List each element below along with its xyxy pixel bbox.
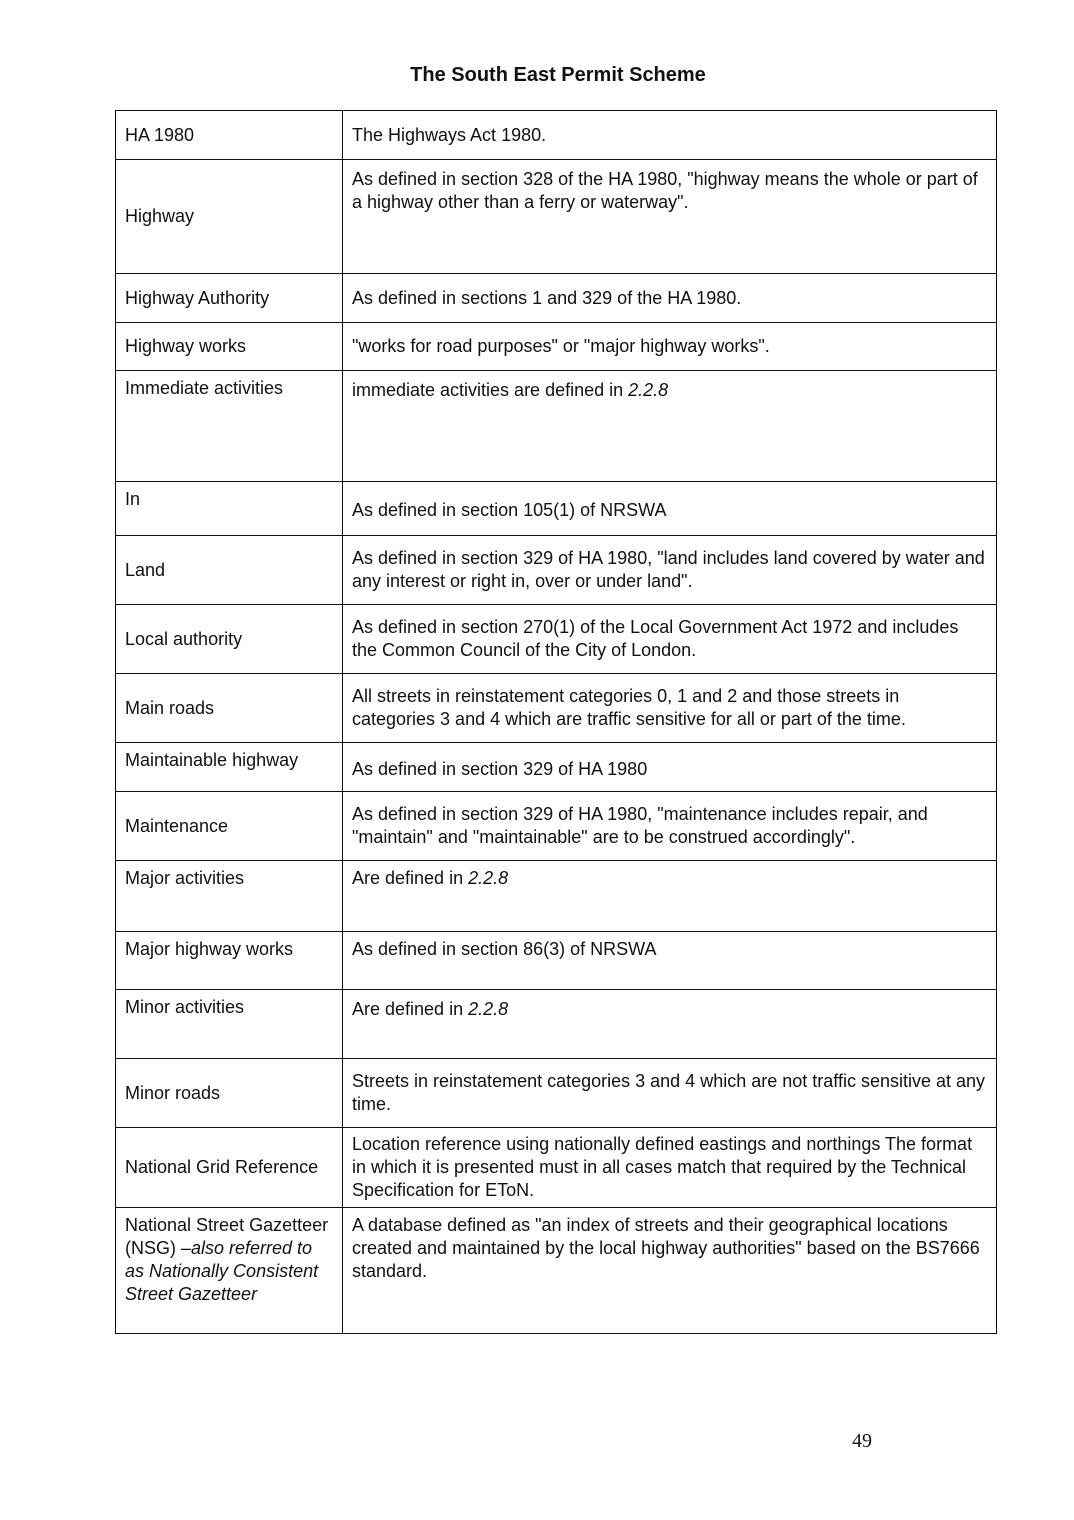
term-cell: Major highway works: [116, 932, 343, 990]
page-number: 49: [852, 1430, 872, 1452]
term-cell: Main roads: [116, 674, 343, 743]
term-text: National Street Gazetteer (NSG): [125, 1215, 329, 1258]
table-row: [116, 1208, 997, 1334]
term-note: –also referred to as Nationally Consistent Street Gazetteer: [125, 1238, 319, 1304]
term-cell: [116, 1208, 343, 1334]
term-cell: Maintenance: [116, 792, 343, 861]
term-cell: Minor roads: [116, 1059, 343, 1128]
definition-cell: All streets in reinstatement categories 0, 1 and 2 and those streets in categories 3 and 4 which are traffic sensitive for all or part of the time.: [343, 674, 997, 743]
table-row: [116, 111, 997, 160]
table-row: [116, 743, 997, 792]
definition-cell: A database defined as "an index of streets and their geographical locations created and maintained by the local highway authorities" based on the BS7666 standard.: [343, 1208, 997, 1334]
definition-cell: As defined in sections 1 and 329 of the HA 1980.: [343, 274, 997, 323]
definition-cell: As defined in section 270(1) of the Local Government Act 1972 and includes the Common Council of the City of London.: [343, 605, 997, 674]
term-cell: Major activities: [116, 861, 343, 932]
term-cell: Highway Authority: [116, 274, 343, 323]
definition-cell: As defined in section 86(3) of NRSWA: [343, 932, 997, 990]
term-cell: Highway works: [116, 323, 343, 371]
definition-cell: As defined in section 105(1) of NRSWA: [343, 482, 997, 536]
table-row: [116, 160, 997, 274]
table-row: [116, 482, 997, 536]
table-row: [116, 274, 997, 323]
definition-cell: [343, 371, 997, 482]
definition-text: immediate activities are defined in: [352, 380, 629, 400]
term-cell: Maintainable highway: [116, 743, 343, 792]
table-row: [116, 674, 997, 743]
page-title: The South East Permit Scheme: [410, 64, 706, 86]
definition-cell: As defined in section 328 of the HA 1980, "highway means the whole or part of a highway other than a ferry or waterway".: [343, 160, 997, 274]
definition-cell: As defined in section 329 of HA 1980, "land includes land covered by water and any interest or right in, over or under land".: [343, 536, 997, 605]
definitions-table: [115, 110, 997, 1334]
term-cell: Minor activities: [116, 990, 343, 1059]
definition-cell: "works for road purposes" or "major highway works".: [343, 323, 997, 371]
definition-cell: The Highways Act 1980.: [343, 111, 997, 160]
definition-cell: Streets in reinstatement categories 3 and 4 which are not traffic sensitive at any time.: [343, 1059, 997, 1128]
definition-cell: [343, 861, 997, 932]
definition-cell: As defined in section 329 of HA 1980, "maintenance includes repair, and "maintain" and "maintainable" are to be construed accordingly".: [343, 792, 997, 861]
section-reference: 2.2.8: [628, 380, 669, 400]
table-row: [116, 792, 997, 861]
term-cell: Highway: [116, 160, 343, 274]
term-cell: HA 1980: [116, 111, 343, 160]
term-cell: In: [116, 482, 343, 536]
table-row: [116, 990, 997, 1059]
definition-cell: As defined in section 329 of HA 1980: [343, 743, 997, 792]
table-row: [116, 1059, 997, 1128]
definition-cell: [343, 990, 997, 1059]
table-row: [116, 323, 997, 371]
section-reference: 2.2.8: [468, 999, 509, 1019]
term-cell: Land: [116, 536, 343, 605]
table-row: [116, 371, 997, 482]
table-row: [116, 536, 997, 605]
table-row: [116, 605, 997, 674]
definition-cell: Location reference using nationally defined eastings and northings The format in which it is presented must in all cases match that required by the Technical Specification for EToN.: [343, 1128, 997, 1208]
table-row: [116, 861, 997, 932]
term-cell: Local authority: [116, 605, 343, 674]
table-row: [116, 1128, 997, 1208]
definition-text: Are defined in: [352, 868, 469, 888]
table-row: [116, 932, 997, 990]
definition-text: Are defined in: [352, 999, 469, 1019]
section-reference: 2.2.8: [468, 868, 509, 888]
term-cell: National Grid Reference: [116, 1128, 343, 1208]
term-cell: Immediate activities: [116, 371, 343, 482]
